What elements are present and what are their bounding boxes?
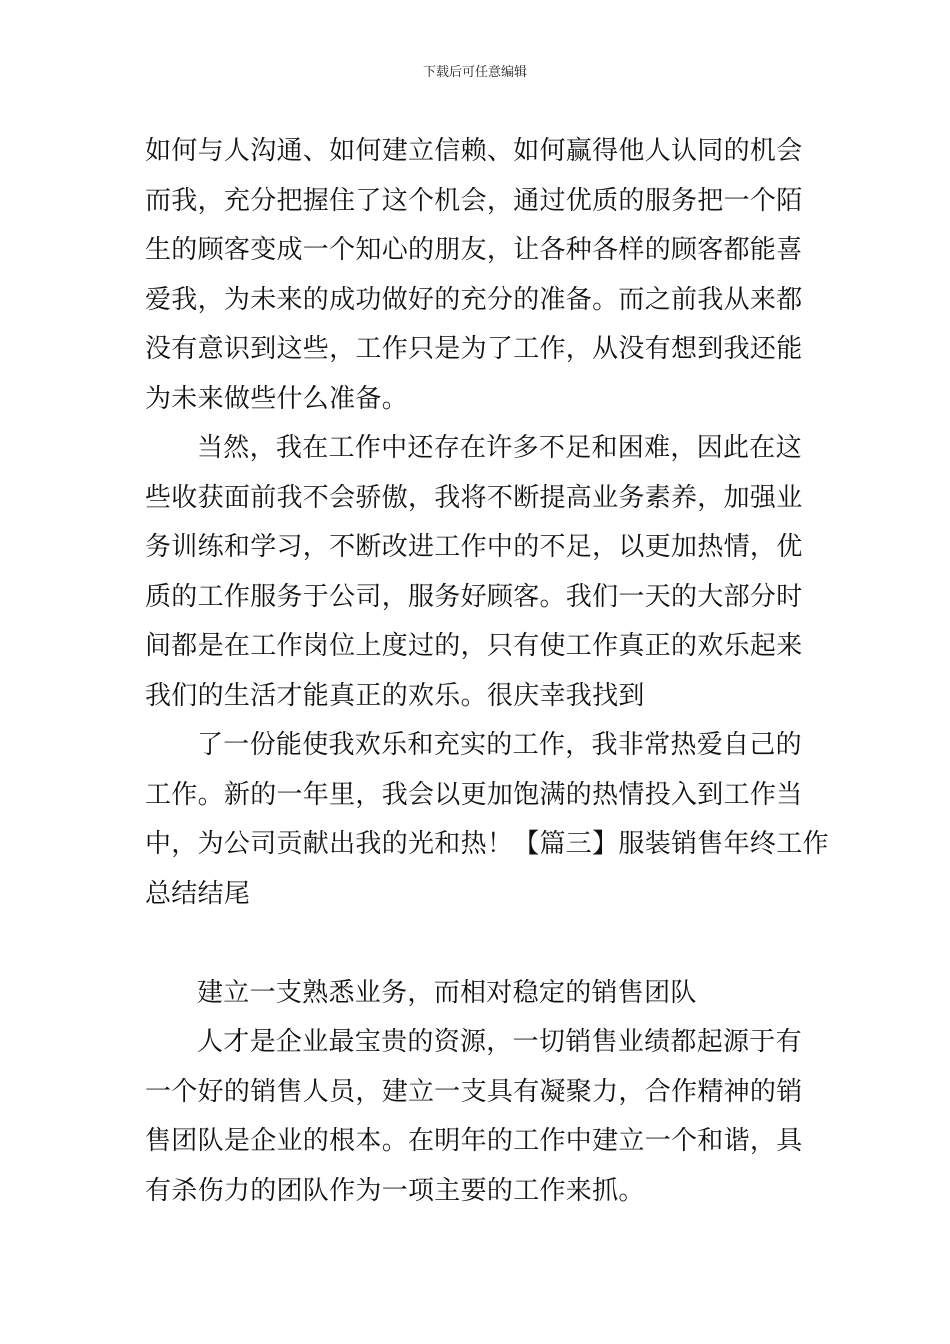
paragraph-2 [145, 424, 810, 721]
text-line: 间都是在工作岗位上度过的，只有使工作真正的欢乐起来 [145, 631, 803, 661]
paragraph-3 [145, 721, 829, 919]
paragraph-1 [145, 127, 810, 424]
text-line: 我们的生活才能真正的欢乐。很庆幸我找到 [145, 680, 645, 711]
text-line: 务训练和学习，不断改进工作中的不足，以更加热情，优 [145, 532, 803, 562]
paragraph-gap [145, 919, 810, 969]
text-line: 总结结尾 [145, 878, 251, 909]
text-line: 工作。新的一年里，我会以更加饱满的热情投入到工作当 [145, 779, 803, 810]
page-header: 下载后可任意编辑 [422, 65, 527, 80]
text-line: 生的顾客变成一个知心的朋友，让各种各样的顾客都能喜 [145, 235, 803, 265]
text-line: 如何与人沟通、如何建立信赖、如何赢得他人认同的机会 [145, 136, 803, 166]
text-line: 爱我，为未来的成功做好的充分的准备。而之前我从来都 [145, 284, 803, 315]
text-line: 中，为公司贡献出我的光和热！【篇三】服装销售年终工作 [145, 829, 829, 859]
text-line: 没有意识到这些，工作只是为了工作，从没有想到我还能 [145, 334, 803, 364]
text-line: 为未来做些什么准备。 [145, 383, 409, 414]
heading-line: 建立一支熟悉业务，而相对稳定的销售团队 [197, 977, 697, 1008]
text-line: 了一份能使我欢乐和充实的工作，我非常热爱自己的 [197, 730, 802, 760]
text-line: 质的工作服务于公司，服务好顾客。我们一天的大部分时 [145, 581, 803, 612]
section-heading [145, 969, 810, 1019]
text-line: 售团队是企业的根本。在明年的工作中建立一个和谐，具 [145, 1126, 803, 1156]
text-line: 有杀伤力的团队作为一项主要的工作来抓。 [145, 1175, 645, 1206]
text-line: 些收获面前我不会骄傲，我将不断提高业务素养，加强业 [145, 482, 803, 513]
document-body [145, 127, 829, 1216]
paragraph-5 [145, 1018, 810, 1216]
text-line: 当然，我在工作中还存在许多不足和困难，因此在这 [197, 433, 802, 463]
text-line: 一个好的销售人员，建立一支具有凝聚力，合作精神的销 [145, 1076, 803, 1107]
text-line: 人才是企业最宝贵的资源，一切销售业绩都起源于有 [197, 1027, 802, 1057]
text-line: 而我，充分把握住了这个机会，通过优质的服务把一个陌 [145, 185, 803, 216]
